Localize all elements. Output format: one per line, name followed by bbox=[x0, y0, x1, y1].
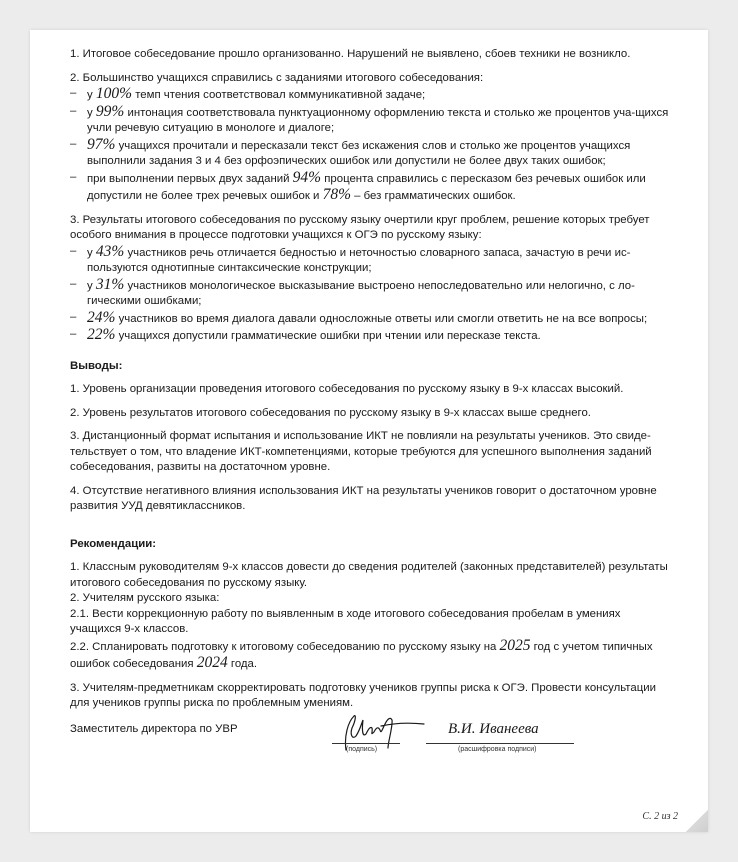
signature-block bbox=[70, 718, 670, 762]
conclusion-item: 1. Уровень организации проведения итогового собеседования по русскому языку в 9-х классах высокий. bbox=[70, 383, 624, 395]
section-success bbox=[70, 71, 670, 205]
list-item: – у 31% участников монологическое высказывание выстроено непоследовательно или нелогично, с ло-гическими ошибками; bbox=[70, 277, 670, 310]
recommendations-heading: Рекомендации: bbox=[70, 537, 157, 550]
list-item: – у 43% участников речь отличается бедностью и неточностью словарного запаса, зачастую в речи ис-пользуются однотипные синтаксические конструкции; bbox=[70, 244, 670, 277]
conclusions-heading: Выводы: bbox=[70, 359, 123, 372]
list-item: – 24% участников во время диалога давали односложные ответы или смогли ответить не на все вопросы; bbox=[70, 310, 670, 328]
page-number: С. 2 из 2 bbox=[642, 811, 678, 822]
conclusion-item: 2. Уровень результатов итогового собеседования по русскому языку в 9-х классах выше среднего. bbox=[70, 406, 591, 419]
list-item: – 22% учащихся допустили грамматические ошибки при чтении или пересказе текста. bbox=[70, 327, 670, 345]
document-page bbox=[30, 30, 708, 832]
recommendation-item: 2. Учителям русского языка: bbox=[70, 592, 220, 604]
list-item: – при выполнении первых двух заданий 94% процента справились с пересказом без речевых ошибок или допустили не более трех речевых ошибок и 78% – без грамматических ошибок. bbox=[70, 170, 670, 205]
conclusion-item: 4. Отсутствие негативного влияния использования ИКТ на результаты учеников говорит о достаточном уровне развития УУД девятиклассников. bbox=[70, 484, 657, 512]
section-problems bbox=[70, 213, 670, 345]
signer-title: Заместитель директора по УВР bbox=[70, 723, 238, 735]
list-item: – 97% учащихся прочитали и пересказали текст без искажения слов и столько же процентов учащихся выполнили задания 3 и 4 без орфоэпических ошибок или допустили не более двух таких ошибок; bbox=[70, 137, 670, 170]
paragraph-1: 1. Итоговое собеседование прошло организованно. Нарушений не выявлено, сбоев техники не возникло. bbox=[70, 48, 631, 60]
recommendation-item: 3. Учителям-предметникам скорректировать подготовку учеников группы риска к ОГЭ. Провести консультации для учеников группы риска по проблемным умениям. bbox=[70, 681, 656, 709]
conclusion-item: 3. Дистанционный формат испытания и использование ИКТ не повлияли на результаты учеников. Это свиде-тельствует о том, что владение ИКТ-компетенциями, которые требуются для успешного выполнения заданий собеседования, развиты на достаточном уровне. bbox=[70, 430, 652, 473]
name-line bbox=[426, 743, 574, 744]
name-caption: (расшифровка подписи) bbox=[458, 746, 537, 753]
section-success-intro: 2. Большинство учащихся справились с заданиями итогового собеседования: bbox=[70, 71, 484, 84]
recommendation-item: 2.2. Спланировать подготовку к итоговому собеседованию по русскому языку на 2025 год с учетом типичных ошибок собеседования 2024 года. bbox=[70, 636, 653, 671]
section-problems-intro: 3. Результаты итогового собеседования по русскому языку очертили круг проблем, решение которых требует особого внимания в процессе подготовки учащихся к ОГЭ по русскому языку: bbox=[70, 213, 650, 241]
document-body bbox=[70, 47, 670, 712]
signature-caption: (подпись) bbox=[346, 746, 378, 753]
recommendation-item: 1. Классным руководителям 9-х классов довести до сведения родителей (законных представителей) результаты итогового собеседования по русскому языку. bbox=[70, 561, 668, 589]
signer-name: В.И. Иванеева bbox=[448, 721, 539, 737]
list-item: – у 99% интонация соответствовала пунктуационному оформлению текста и столько же процентов уча-щихся учли речевую ситуацию в монологе и диалоге; bbox=[70, 104, 670, 137]
signature-line bbox=[332, 743, 400, 744]
list-item: – у 100% темп чтения соответствовал коммуникативной задаче; bbox=[70, 86, 670, 104]
recommendation-item: 2.1. Вести коррекционную работу по выявленным в ходе итогового собеседования пробелам в умениях учащихся 9-х классов. bbox=[70, 607, 621, 635]
page-curl bbox=[686, 810, 708, 832]
